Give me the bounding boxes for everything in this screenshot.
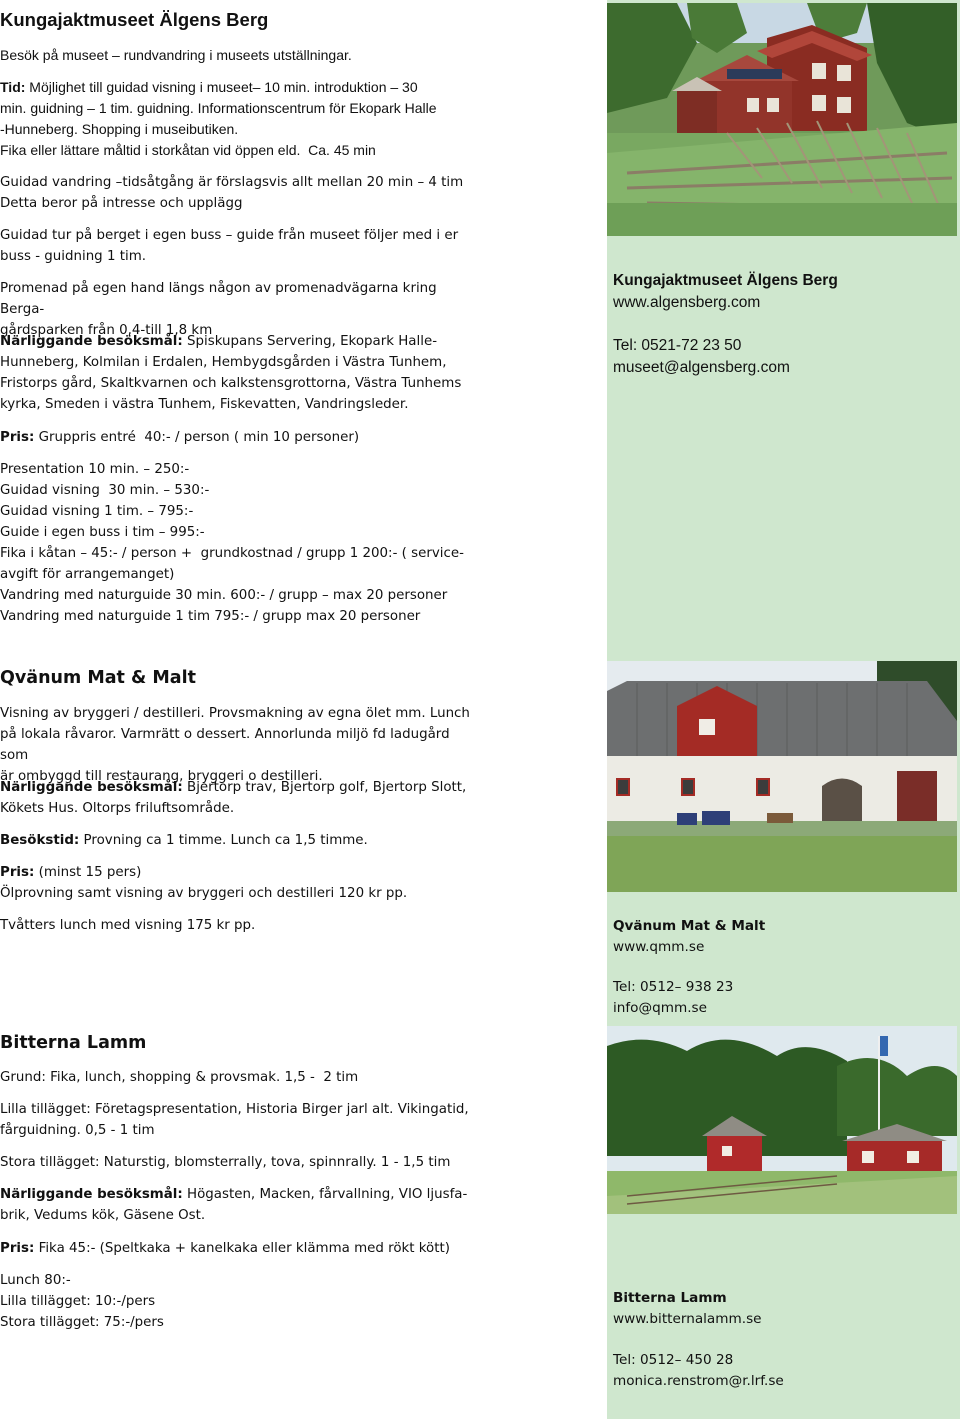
bitterna-contact-email[interactable]: monica.renstrom@r.lrf.se <box>613 1373 784 1389</box>
museum-guidad-vandring <box>0 172 480 214</box>
bitterna-stora <box>0 1152 480 1173</box>
museum-contact-web[interactable]: www.algensberg.com <box>613 294 761 311</box>
museum-title: Kungajaktmuseet Älgens Berg <box>0 9 269 30</box>
qvanum-pris <box>0 862 480 904</box>
bitterna-title: Bitterna Lamm <box>0 1033 147 1053</box>
qvanum-besokstid <box>0 830 480 851</box>
museum-price-list <box>0 459 480 627</box>
qvanum-contact-email[interactable]: info@qmm.se <box>613 1000 707 1016</box>
guidad-tur-line: buss - guidning 1 tim. <box>0 249 146 264</box>
tid-label: Tid: <box>0 79 26 95</box>
qvanum-title: Qvänum Mat & Malt <box>0 668 196 688</box>
stora-line: Stora tillägget: Naturstig, blomsterrally, tova, spinnrally. 1 - 1,5 tim <box>0 1155 451 1170</box>
besokstid-label: Besökstid: <box>0 833 80 848</box>
museum-contact <box>613 270 953 379</box>
narliggande-label: Närliggande besöksmål: <box>0 334 183 349</box>
qvanum-contact <box>613 916 953 1019</box>
guidad-vandring-line: Guidad vandring –tidsåtgång är förslagsvis allt mellan 20 min – 4 tim <box>0 175 464 190</box>
pris-line: Pris: Fika 45:- (Speltkaka + kanelkaka eller klämma med rökt kött) <box>0 1241 450 1256</box>
museum-guidad-tur <box>0 225 480 267</box>
bitterna-contact <box>613 1288 953 1392</box>
grund-line: Grund: Fika, lunch, shopping & provsmak. 1,5 - 2 tim <box>0 1070 359 1085</box>
museum-tid-line-1: Tid: Möjlighet till guidad visning i museet– 10 min. introduktion – 30 <box>0 79 418 95</box>
price-line: avgift för arrangemanget) <box>0 567 175 582</box>
qvanum-photo <box>607 661 957 892</box>
qvanum-section <box>0 666 480 690</box>
qvanum-lunch <box>0 915 480 936</box>
bitterna-grund <box>0 1067 480 1088</box>
bitterna-price-list <box>0 1270 480 1333</box>
museum-narliggande <box>0 331 480 415</box>
museum-pris <box>0 427 480 448</box>
museum-intro: Besök på museet – rundvandring i museets utställningar. <box>0 47 352 63</box>
besokstid-line: Besökstid: Provning ca 1 timme. Lunch ca 1,5 timme. <box>0 833 368 848</box>
pris-label: Pris: <box>0 1241 35 1256</box>
lilla-line: Lilla tillägget: Företagspresentation, Historia Birger jarl alt. Vikingatid, <box>0 1102 469 1117</box>
price-line: Guidad visning 1 tim. – 795:- <box>0 504 194 519</box>
pris-line: Ölprovning samt visning av bryggeri och destilleri 120 kr pp. <box>0 886 408 901</box>
narliggande-line: brik, Vedums kök, Gäsene Ost. <box>0 1208 206 1223</box>
museum-tid-block <box>0 77 480 161</box>
museum-section <box>0 8 480 32</box>
narliggande-line: Närliggande besöksmål: Högasten, Macken, fårvallning, VIO ljusfa- <box>0 1187 468 1202</box>
bitterna-contact-name: Bitterna Lamm <box>613 1290 727 1306</box>
qvanum-intro-line: Visning av bryggeri / destilleri. Provsmakning av egna ölet mm. Lunch <box>0 706 470 721</box>
bitterna-contact-tel: Tel: 0512– 450 28 <box>613 1352 734 1368</box>
price-line: Guidad visning 30 min. – 530:- <box>0 483 210 498</box>
guidad-tur-line: Guidad tur på berget i egen buss – guide från museet följer med i er <box>0 228 459 243</box>
pris-label: Pris: <box>0 865 35 880</box>
pris-label: Pris: <box>0 430 35 445</box>
pris-line: Pris: Gruppris entré 40:- / person ( min 10 personer) <box>0 430 360 445</box>
price-line: Lilla tillägget: 10:-/pers <box>0 1294 156 1309</box>
museum-tid-line-4: Fika eller lättare måltid i storkåtan vid öppen eld. Ca. 45 min <box>0 142 376 158</box>
qvanum-intro-line: är ombyggd till restaurang, bryggeri o destilleri. <box>0 769 323 784</box>
price-line: Fika i kåtan – 45:- / person + grundkostnad / grupp 1 200:- ( service- <box>0 546 464 561</box>
museum-contact-name: Kungajaktmuseet Älgens Berg <box>613 272 838 289</box>
pris-line: Pris: (minst 15 pers) <box>0 865 142 880</box>
guidad-vandring-line: Detta beror på intresse och upplägg <box>0 196 243 211</box>
bitterna-pris <box>0 1238 480 1259</box>
bitterna-contact-web[interactable]: www.bitternalamm.se <box>613 1311 762 1327</box>
price-line: Presentation 10 min. – 250:- <box>0 462 190 477</box>
narliggande-line: Närliggande besöksmål: Spiskupans Servering, Ekopark Halle- <box>0 334 438 349</box>
price-line: Vandring med naturguide 1 tim 795:- / grupp max 20 personer <box>0 609 421 624</box>
price-line: Lunch 80:- <box>0 1273 71 1288</box>
promenad-line: gårdsparken från 0,4-till 1,8 km <box>0 323 213 338</box>
price-line: Vandring med naturguide 30 min. 600:- / grupp – max 20 personer <box>0 588 448 603</box>
museum-photo <box>607 3 957 236</box>
bitterna-lilla <box>0 1099 480 1141</box>
qvanum-intro-line: på lokala råvaror. Varmrätt o dessert. Annorlunda miljö fd ladugård som <box>0 727 454 763</box>
narliggande-label: Närliggande besöksmål: <box>0 1187 183 1202</box>
narliggande-label: Närliggande besöksmål: <box>0 780 183 795</box>
narliggande-line: Kökets Hus. Oltorps friluftsområde. <box>0 801 235 816</box>
lunch-line: Tvåtters lunch med visning 175 kr pp. <box>0 918 256 933</box>
qvanum-narliggande <box>0 777 480 819</box>
price-line: Stora tillägget: 75:-/pers <box>0 1315 164 1330</box>
bitterna-photo <box>607 1026 957 1214</box>
narliggande-line: Hunneberg, Kolmilan i Erdalen, Hembygdsgården i Västra Tunhem, <box>0 355 447 370</box>
price-line: Guide i egen buss i tim – 995:- <box>0 525 205 540</box>
narliggande-line: Fristorps gård, Skaltkvarnen och kalkstensgrottorna, Västra Tunhems <box>0 376 462 391</box>
narliggande-line: kyrka, Smeden i västra Tunhem, Fiskevatten, Vandringsleder. <box>0 397 409 412</box>
bitterna-narliggande <box>0 1184 480 1226</box>
qvanum-contact-tel: Tel: 0512– 938 23 <box>613 979 734 995</box>
museum-tid-line-3: -Hunneberg. Shopping i museibutiken. <box>0 121 239 137</box>
qvanum-intro <box>0 703 480 787</box>
museum-tid-line-2: min. guidning – 1 tim. guidning. Informationscentrum för Ekopark Halle <box>0 100 437 116</box>
qvanum-contact-web[interactable]: www.qmm.se <box>613 939 705 955</box>
museum-contact-email[interactable]: museet@algensberg.com <box>613 359 790 376</box>
lilla-line: fårguidning. 0,5 - 1 tim <box>0 1123 155 1138</box>
promenad-line: Promenad på egen hand längs någon av promenadvägarna kring Berga- <box>0 281 441 317</box>
museum-intro-block <box>0 45 480 66</box>
narliggande-line: Närliggande besöksmål: Bjertorp trav, Bjertorp golf, Bjertorp Slott, <box>0 780 467 795</box>
qvanum-contact-name: Qvänum Mat & Malt <box>613 918 766 934</box>
bitterna-section <box>0 1031 480 1055</box>
museum-contact-tel: Tel: 0521-72 23 50 <box>613 337 742 354</box>
